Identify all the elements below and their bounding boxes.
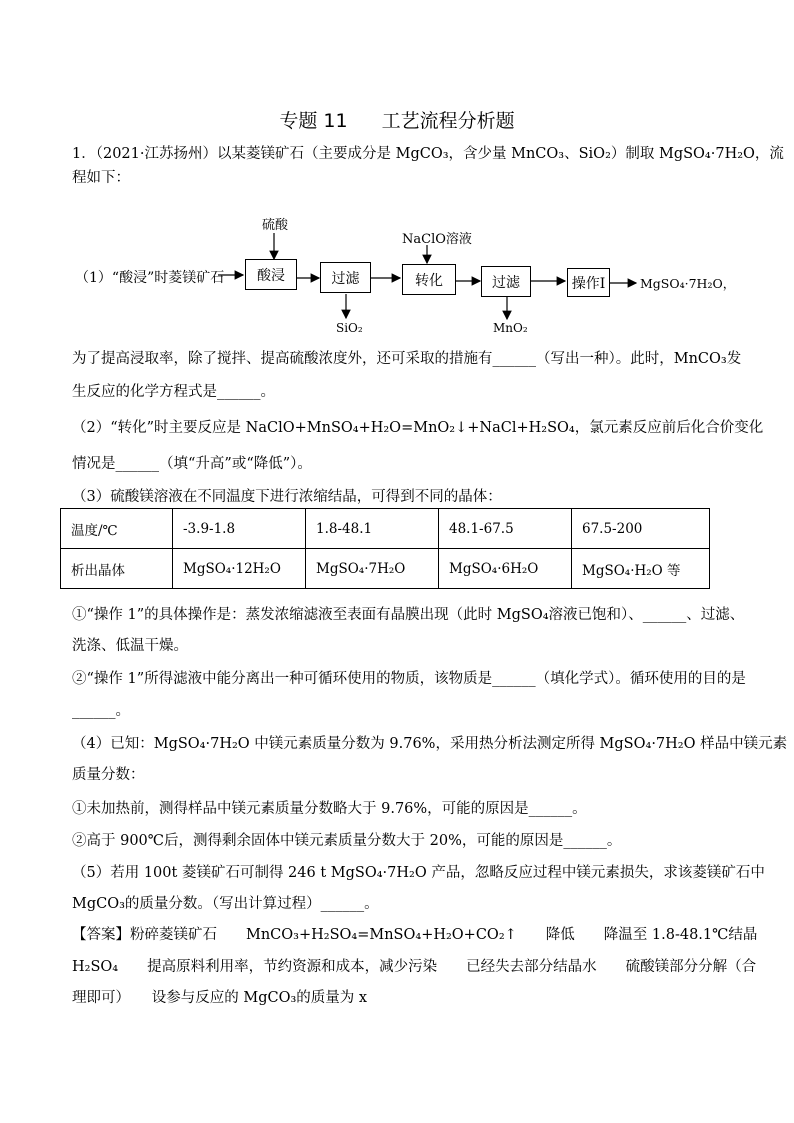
q1-part5-line2: MgCO₃的质量分数。（写出计算过程）______。 xyxy=(72,896,379,912)
q1-part1-line2: 生反应的化学方程式是______。 xyxy=(72,384,275,400)
crystallization-table xyxy=(60,508,710,589)
answer-line3: 理即可） 设参与反应的 MgCO₃的质量为 x xyxy=(72,990,368,1006)
table-cell: 析出晶体 xyxy=(61,549,173,589)
step-operation1-box: 操作I xyxy=(567,268,610,297)
q1-part3-intro: （3）硫酸镁溶液在不同温度下进行浓缩结晶，可得到不同的晶体： xyxy=(72,489,502,505)
q1-part2-line2: 情况是______（填“升高”或“降低”）。 xyxy=(72,456,312,472)
table-cell: 67.5-200 xyxy=(572,509,710,549)
answer-line1: 【答案】粉碎菱镁矿石 MnCO₃+H₂SO₄=MnSO₄+H₂O+CO₂↑ 降低 降温至 1.8-48.1℃结晶 xyxy=(72,927,758,943)
flow-leadin-text: （1）“酸浸”时菱镁矿石 xyxy=(75,270,225,286)
table-cell: MgSO₄·7H₂O xyxy=(306,549,439,589)
table-cell: MgSO₄·6H₂O xyxy=(439,549,572,589)
table-cell: MgSO₄·H₂O 等 xyxy=(572,549,710,589)
table-row xyxy=(61,509,710,549)
q1-part4-line2: 质量分数： xyxy=(72,767,145,783)
title-number: 专题 11 xyxy=(279,110,348,132)
output-mno2-label: MnO₂ xyxy=(493,321,528,335)
output-sio2-label: SiO₂ xyxy=(336,321,363,335)
question-intro-line1: 1．（2021·江苏扬州）以某菱镁矿石（主要成分是 MgCO₃，含少量 MnCO₃、SiO₂）制取 MgSO₄·7H₂O，流 xyxy=(72,146,784,162)
q1-part3-sub1-line1: ①“操作 1”的具体操作是：蒸发浓缩滤液至表面有晶膜出现（此时 MgSO₄溶液已饱和）、______、过滤、 xyxy=(72,607,745,623)
q1-part5-line1: （5）若用 100t 菱镁矿石可制得 246 t MgSO₄·7H₂O 产品，忽略反应过程中镁元素损失，求该菱镁矿石中 xyxy=(72,865,765,881)
table-cell: -3.9-1.8 xyxy=(173,509,306,549)
q1-part3-sub1-line2: 洗涤、低温干燥。 xyxy=(72,638,188,654)
answer-line2: H₂SO₄ 提高原料利用率，节约资源和成本，减少污染 已经失去部分结晶水 硫酸镁部分分解（合 xyxy=(72,959,757,975)
q1-part3-sub2-line2: ______。 xyxy=(72,703,130,719)
table-row xyxy=(61,549,710,589)
step-acid-leach-box: 酸浸 xyxy=(245,259,297,290)
q1-part4-line1: （4）已知：MgSO₄·7H₂O 中镁元素质量分数为 9.76%，采用热分析法测定所得 MgSO₄·7H₂O 样品中镁元素 xyxy=(72,736,788,752)
q1-part3-sub2-line1: ②“操作 1”所得滤液中能分离出一种可循环使用的物质，该物质是______（填化学式）。循环使用的目的是 xyxy=(72,671,746,687)
input-sulfuric-acid-label: 硫酸 xyxy=(262,218,289,233)
step-filter1-box: 过滤 xyxy=(320,262,371,293)
step-filter2-box: 过滤 xyxy=(481,266,531,297)
question-intro-line2: 程如下： xyxy=(72,170,130,186)
step-conversion-box: 转化 xyxy=(402,264,456,295)
table-cell: MgSO₄·12H₂O xyxy=(173,549,306,589)
q1-part4-sub1: ①未加热前，测得样品中镁元素质量分数略大于 9.76%，可能的原因是______。 xyxy=(72,801,587,817)
table-cell: 温度/℃ xyxy=(61,509,173,549)
table-cell: 1.8-48.1 xyxy=(306,509,439,549)
q1-part2-line1: （2）“转化”时主要反应是 NaClO+MnSO₄+H₂O=MnO₂↓+NaCl+H₂SO₄，氯元素反应前后化合价变化 xyxy=(72,420,764,436)
table-cell: 48.1-67.5 xyxy=(439,509,572,549)
product-label: MgSO₄·7H₂O， xyxy=(640,276,736,291)
title-topic: 工艺流程分析题 xyxy=(381,110,515,132)
q1-part4-sub2: ②高于 900℃后，测得剩余固体中镁元素质量分数大于 20%，可能的原因是______。 xyxy=(72,833,622,849)
input-naclo-label: NaClO溶液 xyxy=(402,232,472,247)
q1-part1-line1: 为了提高浸取率，除了搅拌、提高硫酸浓度外，还可采取的措施有______（写出一种）。此时，MnCO₃发 xyxy=(72,351,742,367)
